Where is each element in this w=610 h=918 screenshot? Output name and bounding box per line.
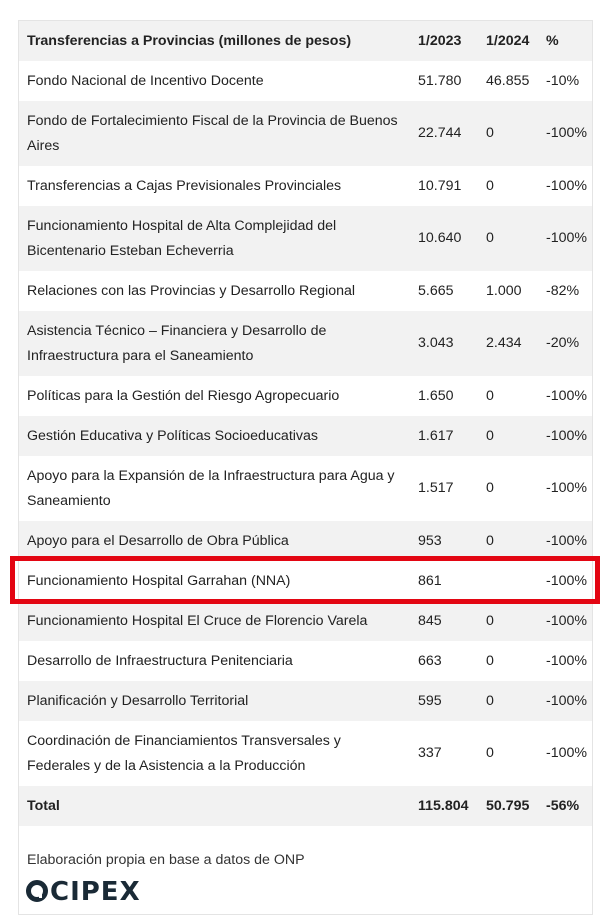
row-2024: 0	[486, 652, 494, 669]
row-2024: 1.000	[486, 282, 522, 299]
row-name: Relaciones con las Provincias y Desarrollo Regional	[27, 282, 356, 299]
row-2023: 5.665	[418, 282, 454, 299]
table-row	[19, 641, 592, 681]
table-row	[19, 456, 592, 521]
row-name: Coordinación de Financiamientos Transversales y Federales y de la Asistencia a la Producción	[27, 732, 341, 774]
row-pct: -100%	[546, 572, 588, 589]
row-2024: 0	[486, 692, 494, 709]
table-footer	[19, 844, 592, 910]
row-2023: 845	[418, 612, 442, 629]
table-row	[19, 721, 592, 786]
row-pct: -100%	[546, 230, 588, 246]
row-2024	[478, 561, 538, 601]
table-row	[19, 416, 592, 456]
row-2023: 1.650	[418, 387, 454, 404]
table-row	[19, 271, 592, 311]
table-frame	[18, 20, 593, 915]
row-name: Fondo Nacional de Incentivo Docente	[27, 72, 264, 89]
table-row	[19, 376, 592, 416]
row-2024: 0	[486, 125, 494, 141]
table-row-highlighted	[19, 561, 592, 601]
row-2024: 0	[486, 387, 494, 404]
row-2024: 0	[486, 612, 494, 629]
header-2023: 1/2023	[418, 32, 462, 49]
logo-text: CIPEX	[50, 877, 141, 907]
table-row	[19, 311, 592, 376]
source-note: Elaboración propia en base a datos de ONP	[27, 852, 305, 868]
row-pct: -100%	[546, 125, 588, 141]
row-pct: -100%	[546, 612, 588, 629]
table-row	[19, 521, 592, 561]
row-pct: -100%	[546, 532, 588, 549]
header-2024: 1/2024	[486, 32, 530, 49]
row-2024: 0	[486, 745, 494, 761]
row-2023: 953	[418, 532, 442, 549]
table-row	[19, 61, 592, 101]
row-pct: -10%	[546, 72, 580, 89]
row-2024: 46.855	[486, 72, 530, 89]
table-row	[19, 681, 592, 721]
row-pct: -100%	[546, 177, 588, 194]
row-name: Funcionamiento Hospital Garrahan (NNA)	[27, 572, 291, 589]
row-name: Políticas para la Gestión del Riesgo Agropecuario	[27, 387, 340, 404]
row-2024: 2.434	[486, 335, 522, 351]
row-name: Funcionamiento Hospital El Cruce de Florencio Varela	[27, 612, 368, 629]
row-pct: -100%	[546, 745, 588, 761]
row-pct: -100%	[546, 387, 588, 404]
row-2024: 0	[486, 532, 494, 549]
cipex-logo	[26, 877, 141, 907]
row-2023: 51.780	[418, 72, 462, 89]
table-total-row	[19, 786, 592, 826]
row-pct: -20%	[546, 335, 580, 351]
total-name: Total	[27, 797, 60, 814]
row-2024: 0	[486, 480, 494, 496]
row-2023: 3.043	[418, 335, 454, 351]
row-2023: 10.791	[418, 177, 462, 194]
row-name: Fondo de Fortalecimiento Fiscal de la Provincia de Buenos Aires	[27, 112, 398, 154]
total-2023: 115.804	[418, 797, 469, 814]
row-2024: 0	[486, 427, 494, 444]
row-2023: 337	[418, 745, 442, 761]
header-pct: %	[546, 32, 559, 49]
total-2024: 50.795	[486, 797, 530, 814]
row-pct: -100%	[546, 480, 588, 496]
table-row	[19, 206, 592, 271]
row-2023: 1.517	[418, 480, 454, 496]
row-name: Apoyo para el Desarrollo de Obra Pública	[27, 532, 289, 549]
row-2023: 595	[418, 692, 442, 709]
logo-o-icon	[26, 880, 48, 902]
row-2023: 861	[418, 572, 442, 589]
row-pct: -100%	[546, 427, 588, 444]
row-2024: 0	[486, 177, 494, 194]
row-2024: 0	[486, 230, 494, 246]
table-row	[19, 166, 592, 206]
header-name: Transferencias a Provincias (millones de pesos)	[27, 32, 352, 49]
table-row	[19, 101, 592, 166]
row-name: Desarrollo de Infraestructura Penitenciaria	[27, 652, 293, 669]
row-2023: 1.617	[418, 427, 454, 444]
total-pct: -56%	[546, 797, 580, 814]
row-name: Planificación y Desarrollo Territorial	[27, 692, 249, 709]
row-name: Gestión Educativa y Políticas Socioeducativas	[27, 427, 318, 444]
table-row	[19, 601, 592, 641]
row-name: Apoyo para la Expansión de la Infraestructura para Agua y Saneamiento	[27, 467, 395, 509]
row-name: Asistencia Técnico – Financiera y Desarrollo de Infraestructura para el Saneamiento	[27, 322, 327, 364]
row-pct: -100%	[546, 692, 588, 709]
row-name: Transferencias a Cajas Previsionales Provinciales	[27, 177, 342, 194]
table-header-row	[19, 21, 592, 61]
row-2023: 663	[418, 652, 442, 669]
transfers-table	[19, 21, 592, 826]
row-2023: 10.640	[418, 230, 462, 246]
row-pct: -100%	[546, 652, 588, 669]
row-2023: 22.744	[418, 125, 462, 141]
row-name: Funcionamiento Hospital de Alta Complejidad del Bicentenario Esteban Echeverria	[27, 217, 337, 259]
row-pct: -82%	[546, 282, 580, 299]
